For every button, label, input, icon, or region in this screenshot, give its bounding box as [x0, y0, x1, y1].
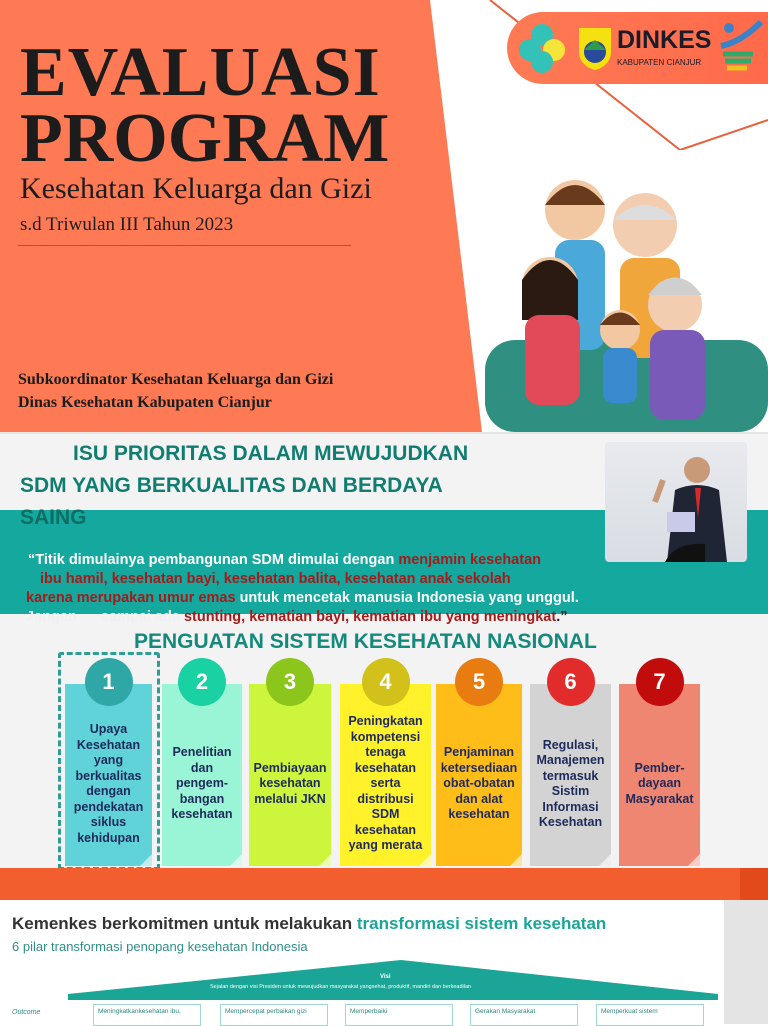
kemenkes-logo-icon	[517, 22, 567, 74]
org-line-2: Dinas Kesehatan Kabupaten Cianjur	[18, 394, 272, 411]
pillar-number-badge: 2	[178, 658, 226, 706]
org-line-1: Subkoordinator Kesehatan Keluarga dan Gizi	[18, 371, 334, 388]
pillar-card	[340, 684, 431, 866]
outcome-label: Outcome	[12, 1009, 41, 1016]
pillar-card-label: Penelitian dan pengem-bangan kesehatan	[171, 745, 233, 822]
logo-bar	[507, 12, 768, 84]
family-illustration	[485, 170, 768, 432]
cianjur-emblem-icon	[577, 26, 613, 72]
title-line-2: PROGRAM	[20, 100, 390, 177]
pillar-number-badge: 4	[362, 658, 410, 706]
quote-line-3: karena merupakan umur emas untuk mencetak manusia Indonesia yang unggul.	[26, 590, 579, 606]
pillar-card	[436, 684, 522, 866]
transformasi-subtitle: 6 pilar transformasi penopang kesehatan Indonesia	[12, 939, 308, 954]
isu-prioritas-slide	[0, 432, 768, 868]
pillar-card	[162, 684, 242, 866]
subtitle: Kesehatan Keluarga dan Gizi	[20, 172, 372, 205]
pillar-card-label: Upaya Kesehatan yang berkualitas dengan pendekatan siklus kehidupan	[73, 722, 144, 845]
pillar-card	[530, 684, 611, 866]
speaker-figure-icon	[605, 442, 747, 562]
president-photo	[605, 442, 747, 562]
quote-line-2: ibu hamil, kesehatan bayi, kesehatan balita, kesehatan anak sekolah	[40, 571, 511, 587]
period: s.d Triwulan III Tahun 2023	[20, 214, 234, 235]
pillar-card-label: Pember-dayaan Masyarakat	[625, 760, 694, 806]
quote-line-4: Jangan sampai ada stunting, kematian bayi, kematian ibu yang meningkat.”	[26, 609, 568, 625]
visi-roof	[68, 960, 718, 1000]
pillar-box: Memperbaiki	[345, 1004, 453, 1026]
pillar-number-badge: 3	[266, 658, 314, 706]
pillar-card	[619, 684, 700, 866]
title-line-1: EVALUASI	[20, 34, 381, 111]
pillar-card-label: Peningkatan kompetensi tenaga kesehatan serta distribusi SDM kesehatan yang merata	[348, 714, 423, 853]
pillar-number-badge: 5	[455, 658, 503, 706]
pillar-number-badge: 7	[636, 658, 684, 706]
side-panel	[724, 900, 768, 1024]
visi-text: Sejalan dengan visi Presiden untuk mewujudkan masyarakat yangsehat, produktif, mandiri dan berkeadilan	[210, 984, 472, 990]
pillar-card-label: Penjaminan ketersediaan obat-obatan dan alat kesehatan	[440, 745, 518, 822]
transformasi-title: Kemenkes berkomitmen untuk melakukan transformasi sistem kesehatan	[12, 914, 607, 933]
pillar-card	[249, 684, 331, 866]
isu-title-line-3: SAING	[20, 506, 87, 529]
pillar-box: Mempercepat perbaikan gizi	[220, 1004, 328, 1026]
pillar-card	[65, 684, 152, 866]
pillar-number-badge: 6	[547, 658, 595, 706]
pillar-box: Memperkuat sistem	[596, 1004, 704, 1026]
dinkes-brand: DINKES	[617, 26, 712, 54]
cover-slide	[0, 0, 768, 432]
pillar-box: Meningkatkankesehatan ibu,	[93, 1004, 201, 1026]
pillar-box: Gerakan Masyarakat	[470, 1004, 578, 1026]
isu-title-line-1: ISU PRIORITAS DALAM MEWUJUDKAN	[73, 442, 469, 465]
transformasi-slide	[0, 900, 768, 1024]
pillar-card-label: Regulasi, Manajemen termasuk Sistim Informasi Kesehatan	[536, 737, 605, 829]
pillar-number-badge: 1	[85, 658, 133, 706]
visi-label: Visi	[380, 974, 391, 980]
dinkes-sub: KABUPATEN CIANJUR	[617, 58, 702, 67]
isu-title-line-2: SDM YANG BERKUALITAS DAN BERDAYA	[20, 474, 443, 497]
quote-line-1: “Titik dimulainya pembangunan SDM dimulai dengan menjamin kesehatan	[28, 552, 541, 568]
orange-divider-bar	[0, 868, 768, 900]
penguatan-title: PENGUATAN SISTEM KESEHATAN NASIONAL	[134, 630, 597, 653]
sport-figure-logo-icon	[717, 18, 763, 78]
divider	[18, 245, 351, 246]
pillar-card-label: Pembiayaan kesehatan melalui JKN	[253, 760, 327, 806]
